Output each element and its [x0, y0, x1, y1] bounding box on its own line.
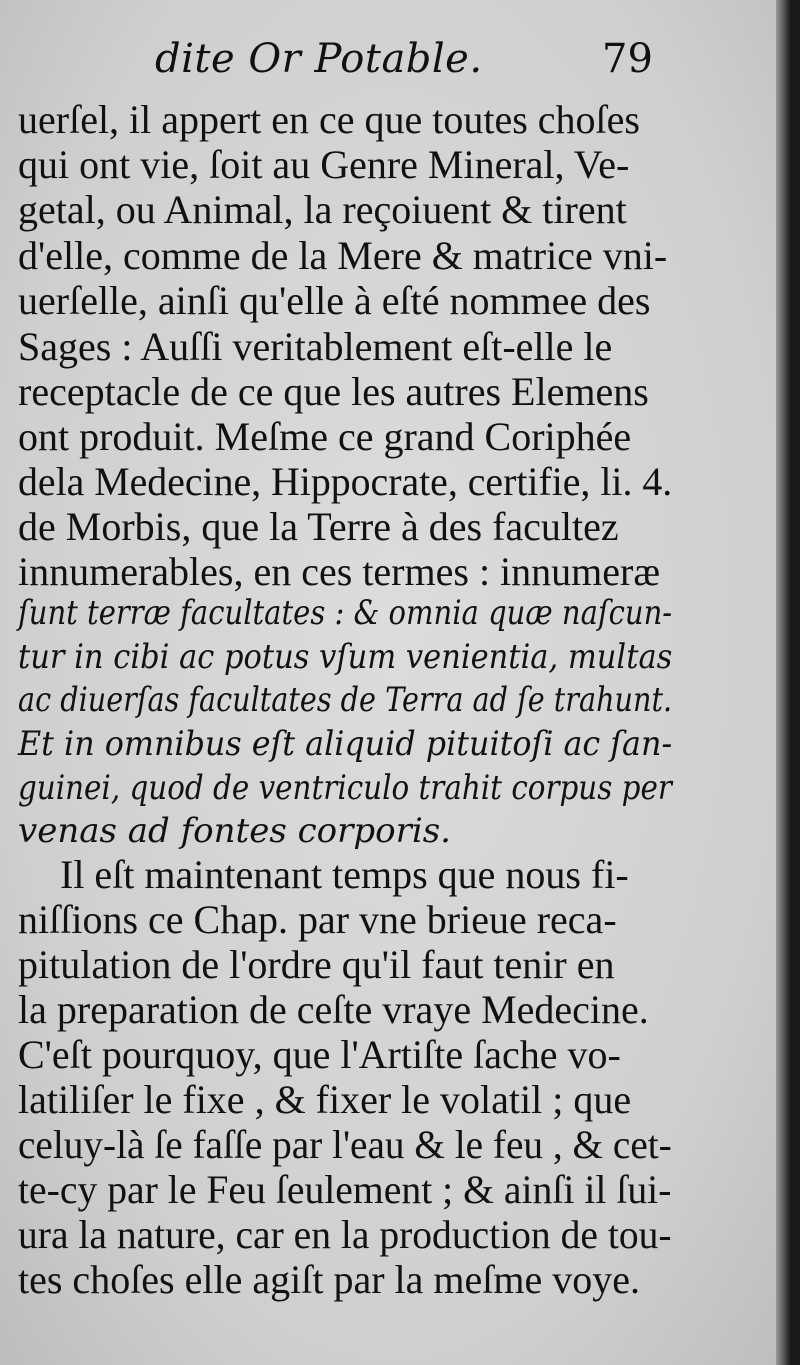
text-line: tes choſes elle agiſt par la meſme voye.: [18, 1257, 640, 1302]
latin-quote-line: Et in omnibus eſt aliquid pituitoſi ac ſan-: [18, 724, 673, 764]
text-line: C'eſt pourquoy, que l'Artiſte ſache vo-: [18, 1032, 621, 1077]
text-line: ura la nature, car en la production de tou-: [18, 1212, 672, 1257]
text-line: niſſions ce Chap. par vne brieue reca-: [18, 897, 617, 942]
latin-quote-line: ac diuerſas facultates de Terra ad ſe trahunt.: [18, 680, 673, 720]
latin-quote-line: venas ad fontes corporis.: [18, 811, 451, 851]
latin-quote-line: guinei, quod de ventriculo trahit corpus per: [18, 768, 672, 808]
text-line: d'elle, comme de la Mere & matrice vni-: [18, 233, 668, 278]
running-head: dite Or Potable.: [155, 36, 483, 82]
text-line: dela Medecine, Hippocrate, certifie, li. 4.: [18, 459, 673, 504]
page-number: 79: [602, 36, 653, 82]
text-line: receptacle de ce que les autres Elemens: [18, 369, 649, 414]
text-line: Sages : Auſſi veritablement eſt-elle le: [18, 324, 613, 369]
text-line: te-cy par le Feu ſeulement ; & ainſi il ſui-: [18, 1167, 672, 1212]
text-line: innumerables, en ces termes : innumeræ: [18, 549, 661, 594]
text-line: ont produit. Meſme ce grand Coriphée: [18, 414, 632, 459]
text-line: uerſelle, ainſi qu'elle à eſté nommee des: [18, 278, 651, 323]
text-line: getal, ou Animal, la reçoiuent & tirent: [18, 187, 627, 232]
text-line: pitulation de l'ordre qu'il faut tenir en: [18, 942, 615, 987]
text-line: latiliſer le fixe , & fixer le volatil ; que: [18, 1077, 632, 1122]
text-line: celuy-là ſe faſſe par l'eau & le feu , & cet-: [18, 1122, 672, 1167]
latin-quote-line: tur in cibi ac potus vſum venientia, multas: [18, 637, 673, 677]
text-line: de Morbis, que la Terre à des facultez: [18, 504, 619, 549]
text-line: qui ont vie, ſoit au Genre Mineral, Ve-: [18, 142, 630, 187]
text-line: la preparation de ceſte vraye Medecine.: [18, 987, 649, 1032]
page-edge-shadow: [776, 0, 790, 1365]
text-line: uerſel, il appert en ce que toutes choſes: [18, 97, 640, 142]
paragraph-start-line: Il eſt maintenant temps que nous fi-: [60, 852, 629, 897]
latin-quote-line: ſunt terræ facultates : & omnia quæ naſcun-: [18, 593, 673, 633]
